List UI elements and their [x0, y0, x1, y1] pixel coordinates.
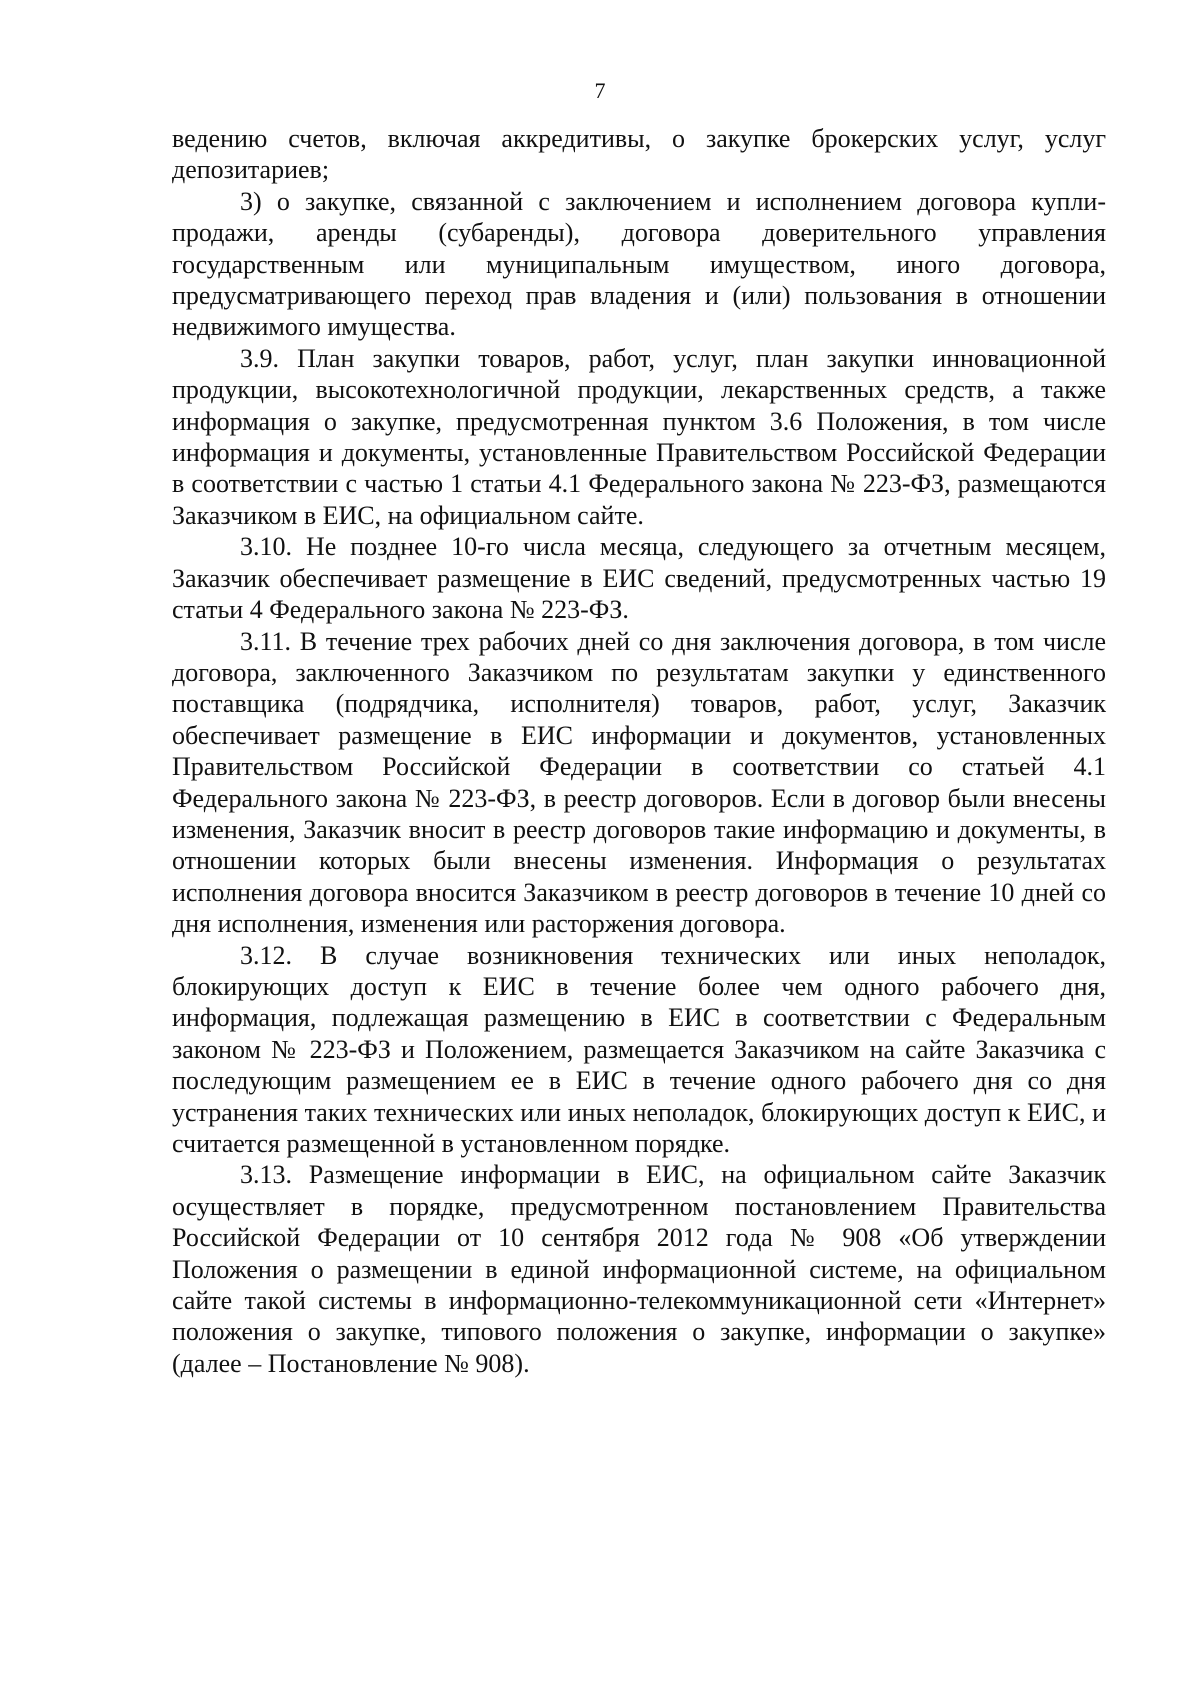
paragraph-item-3: 3) о закупке, связанной с заключением и исполнением договора купли-продажи, аренды (субаренды), договора доверительного управления государственным или муниципальным имуществом, иного договора, предусматривающего переход прав владения и (или) пользования в отношении недвижимого имущества.	[172, 186, 1106, 342]
paragraph-clause-3-9: 3.9. План закупки товаров, работ, услуг, план закупки инновационной продукции, высокотехнологичной продукции, лекарственных средств, а также информация о закупке, предусмотренная пунктом 3.6 Положения, в том числе информация и документы, установленные Правительством Российской Федерации в соответствии с частью 1 статьи 4.1 Федерального закона № 223-ФЗ, размещаются Заказчиком в ЕИС, на официальном сайте.	[172, 343, 1106, 530]
paragraph-clause-3-13: 3.13. Размещение информации в ЕИС, на официальном сайте Заказчик осуществляет в порядке, предусмотренном постановлением Правительства Российской Федерации от 10 сентября 2012 года № 908 «Об утверждении Положения о размещении в единой информационной системе, на официальном сайте такой системы в информационно-телекоммуникационной сети «Интернет» положения о закупке, типового положения о закупке, информации о закупке» (далее – Постановление № 908).	[172, 1160, 1106, 1378]
document-body	[172, 123, 1106, 1379]
paragraph-clause-3-11: 3.11. В течение трех рабочих дней со дня заключения договора, в том числе договора, заключенного Заказчиком по результатам закупки у единственного поставщика (подрядчика, исполнителя) товаров, работ, услуг, Заказчик обеспечивает размещение в ЕИС информации и документов, установленных Правительством Российской Федерации в соответствии со статьей 4.1 Федерального закона № 223-ФЗ, в реестр договоров. Если в договор были внесены изменения, Заказчик вносит в реестр договоров такие информацию и документы, в отношении которых были внесены изменения. Информация о результатах исполнения договора вносится Заказчиком в реестр договоров в течение 10 дней со дня исполнения, изменения или расторжения договора.	[172, 626, 1106, 939]
paragraph-continuation: ведению счетов, включая аккредитивы, о закупке брокерских услуг, услуг депозитариев;	[172, 124, 1106, 185]
page-number: 7	[594, 78, 606, 103]
paragraph-clause-3-10: 3.10. Не позднее 10-го числа месяца, следующего за отчетным месяцем, Заказчик обеспечивает размещение в ЕИС сведений, предусмотренных частью 19 статьи 4 Федерального закона № 223-ФЗ.	[172, 532, 1106, 625]
paragraph-clause-3-12: 3.12. В случае возникновения технических или иных неполадок, блокирующих доступ к ЕИС в течение более чем одного рабочего дня, информация, подлежащая размещению в ЕИС в соответствии с Федеральным законом № 223-ФЗ и Положением, размещается Заказчиком на сайте Заказчика с последующим размещением ее в ЕИС в течение одного рабочего дня со дня устранения таких технических или иных неполадок, блокирующих доступ к ЕИС, и считается размещенной в установленном порядке.	[172, 940, 1106, 1158]
